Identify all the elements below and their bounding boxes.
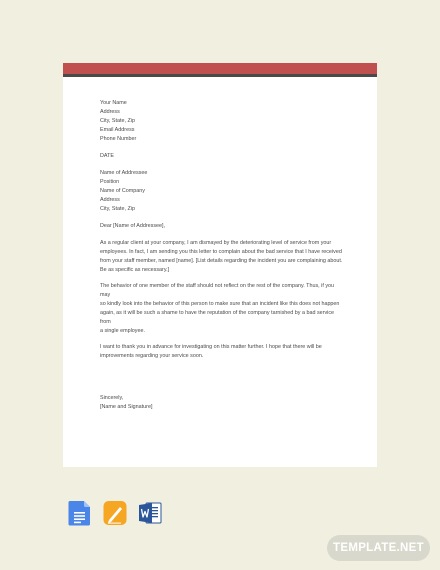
brand-label: TEMPLATE.NET <box>333 542 424 554</box>
paragraph <box>100 282 344 336</box>
paragraph-line: a single employee. <box>100 328 145 334</box>
header-accent-bar <box>63 63 377 74</box>
recipient-name: Name of Addressee <box>100 170 148 176</box>
letter-date: DATE <box>100 153 114 159</box>
paragraph-line: from your staff member, named [name]. [List details regarding the incident you are complaining about. <box>100 258 343 264</box>
sender-email: Email Address <box>100 127 135 133</box>
recipient-address: Address <box>100 197 120 203</box>
paragraph-line: As a regular client at your company, I am dismayed by the deteriorating level of service from your <box>100 240 332 246</box>
recipient-company: Name of Company <box>100 188 145 194</box>
pages-icon[interactable] <box>103 500 127 526</box>
letter-body <box>100 99 344 412</box>
google-docs-icon[interactable] <box>68 500 92 526</box>
paragraph-line: employees. In fact, I am sending you this letter to complain about the bad service that I have received <box>100 249 342 255</box>
sender-name: Your Name <box>100 100 127 106</box>
sender-city: City, State, Zip <box>100 118 135 124</box>
paragraph <box>100 343 344 361</box>
paragraph <box>100 239 344 275</box>
signature: [Name and Signature] <box>100 404 153 410</box>
brand-badge[interactable] <box>327 535 430 561</box>
paragraph-line: I want to thank you in advance for investigating on this matter further. I hope that there will be <box>100 344 322 350</box>
paragraph-line: again, as it will be such a shame to have the reputation of the company tarnished by a bad service from <box>100 310 335 325</box>
salutation: Dear [Name of Addressee], <box>100 223 166 229</box>
letter-document <box>63 63 377 467</box>
recipient-block <box>100 169 344 214</box>
sender-address: Address <box>100 109 120 115</box>
paragraph-line: The behavior of one member of the staff should not reflect on the rest of the company. Thus, if you may <box>100 283 335 298</box>
recipient-city: City, State, Zip <box>100 206 135 212</box>
word-icon[interactable] <box>138 500 162 526</box>
paragraph-line: improvements regarding your service soon. <box>100 353 204 359</box>
header-divider <box>63 74 377 77</box>
sender-phone: Phone Number <box>100 136 137 142</box>
paragraph-line: so kindly look into the behavior of this person to make sure that an incident like this does not happen <box>100 301 340 307</box>
sender-block <box>100 99 344 144</box>
paragraph-line: Be as specific as necessary.] <box>100 267 170 273</box>
closing: Sincerely, <box>100 395 124 401</box>
recipient-position: Position <box>100 179 120 185</box>
